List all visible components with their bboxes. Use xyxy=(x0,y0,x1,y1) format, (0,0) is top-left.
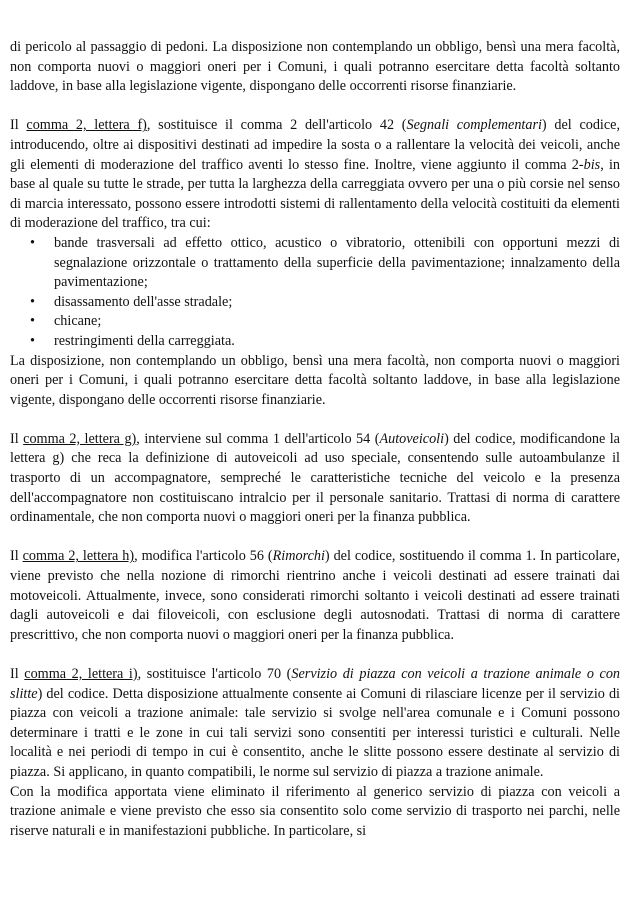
text: Il xyxy=(10,117,27,134)
paragraph-comma-2-g xyxy=(10,430,620,528)
text: Il xyxy=(10,666,25,682)
article-title: Segnali complementari xyxy=(406,117,542,134)
article-title: Autoveicoli xyxy=(379,430,445,447)
bullet-item: • disassamento dell'asse stradale; xyxy=(10,293,620,313)
article-title: Rimorchi xyxy=(272,548,325,565)
reference-comma-2-f: comma 2, lettera f) xyxy=(26,117,147,134)
paragraph-gap xyxy=(10,645,620,665)
article-title: Servizio di piazza con veicoli a trazione animale o con slitte xyxy=(10,666,621,702)
document-body xyxy=(10,38,620,841)
paragraph-gap xyxy=(10,528,620,548)
text: Il xyxy=(10,430,24,447)
paragraph-comma-2-i-continued: Con la modifica apportata viene eliminato il riferimento al generico servizio di piazza con veicoli a trazione animale e viene previsto che esso sia consentito solo come servizio di trasporto nei parchi, nelle riserve naturali e in manifestazioni pubbliche. In particolare, si xyxy=(10,783,620,839)
paragraph-intro: di pericolo al passaggio di pedoni. La disposizione non contemplando un obbligo, bensì una mera facoltà, non comporta nuovi o maggiori oneri per i Comuni, i quali potranno esercitare detta facoltà soltanto laddove, in base alla legislazione vigente, dispongano delle occorrenti risorse finanziarie. xyxy=(10,39,620,95)
reference-comma-2-i: comma 2, lettera i) xyxy=(24,666,138,682)
text: , modifica l'articolo 56 ( xyxy=(134,548,273,565)
reference-comma-2-g: comma 2, lettera g) xyxy=(23,430,137,447)
text: , interviene sul comma 1 dell'articolo 54 ( xyxy=(136,430,380,447)
reference-comma-2-h: comma 2, lettera h) xyxy=(22,548,135,565)
text: , in base al quale su tutte le strade, per tutta la larghezza della carreggiata ovvero per una o più corsie nel senso di marcia interessato, possono essere introdotti sistemi di rallentamento della velocità costituiti da elementi di moderazione del traffico, tra cui: xyxy=(10,156,620,232)
bis-italic: bis xyxy=(583,156,601,173)
text: ) del codice, sostituendo il comma 1. In particolare, viene previsto che nella nozione di rimorchi rientrino anche i veicoli destinati ad essere trainati dai motoveicoli. Attualmente, invece, sono considerati rimorchi soltanto i veicoli destinati ad essere trainati dagli autoveicoli e dai filoveicoli, con esclusione degli autosnodati. Trattasi di norma di carattere prescrittivo, che non comporta nuovi o maggiori oneri per la finanza pubblica. xyxy=(10,548,621,643)
text: ) del codice. Detta disposizione attualmente consente ai Comuni di rilasciare licenze per il servizio di piazza con veicoli a trazione animale: tale servizio si svolge nell'area comunale e i Comuni possono determinare i tratti e le zone in cui tali servizi sono consentiti per interessi turistici e culturali. Nelle località e nei periodi di tempo in cui è consentito, anche le slitte possono essere destinate al servizio di piazza. Si applicano, in quanto compatibili, le norme sul servizio di piazza a trazione animale. xyxy=(10,685,620,780)
paragraph-gap xyxy=(10,97,620,117)
paragraph-comma-2-i xyxy=(10,665,620,783)
bullet-list xyxy=(10,234,620,352)
paragraph-closing-f: La disposizione, non contemplando un obbligo, bensì una mera facoltà, non comporta nuovi o maggiori oneri per i Comuni, i quali potranno esercitare detta facoltà soltanto laddove, in base alla legislazione vigente, dispongano delle occorrenti risorse finanziarie. xyxy=(10,352,620,408)
paragraph-comma-2-h xyxy=(10,547,620,645)
bullet-item: • restringimenti della carreggiata. xyxy=(10,332,620,352)
paragraph-comma-2-f xyxy=(10,116,620,234)
text: , sostituisce l'articolo 70 ( xyxy=(137,666,292,682)
bullet-item: • chicane; xyxy=(10,312,620,332)
text: , sostituisce il comma 2 dell'articolo 42 ( xyxy=(146,117,407,134)
paragraph-gap xyxy=(10,410,620,430)
bullet-item: • bande trasversali ad effetto ottico, acustico o vibratorio, ottenibili con opportuni mezzi di segnalazione orizzontale o trattamento della superficie della pavimentazione; innalzamento della pavimentazione; xyxy=(10,234,620,293)
text: Il xyxy=(10,548,23,565)
text: ) del codice, modificandone la lettera g) che reca la definizione di autoveicoli ad uso speciale, consentendo sulle autoambulanze il trasporto di un accompagnatore, sempreché le caratteristiche tecniche del veicolo e la presenza dell'accompagnatore non costituiscano intralcio per il personale sanitario. Trattasi di norma di carattere ordinamentale, che non comporta nuovi o maggiori oneri per la finanza pubblica. xyxy=(10,430,620,526)
text: ) del codice, introducendo, oltre ai dispositivi destinati ad impedire la sosta o a rallentare la velocità dei veicoli, anche gli elementi di moderazione del traffico aventi lo stesso fine. Inoltre, viene aggiunto il comma 2- xyxy=(10,117,621,173)
